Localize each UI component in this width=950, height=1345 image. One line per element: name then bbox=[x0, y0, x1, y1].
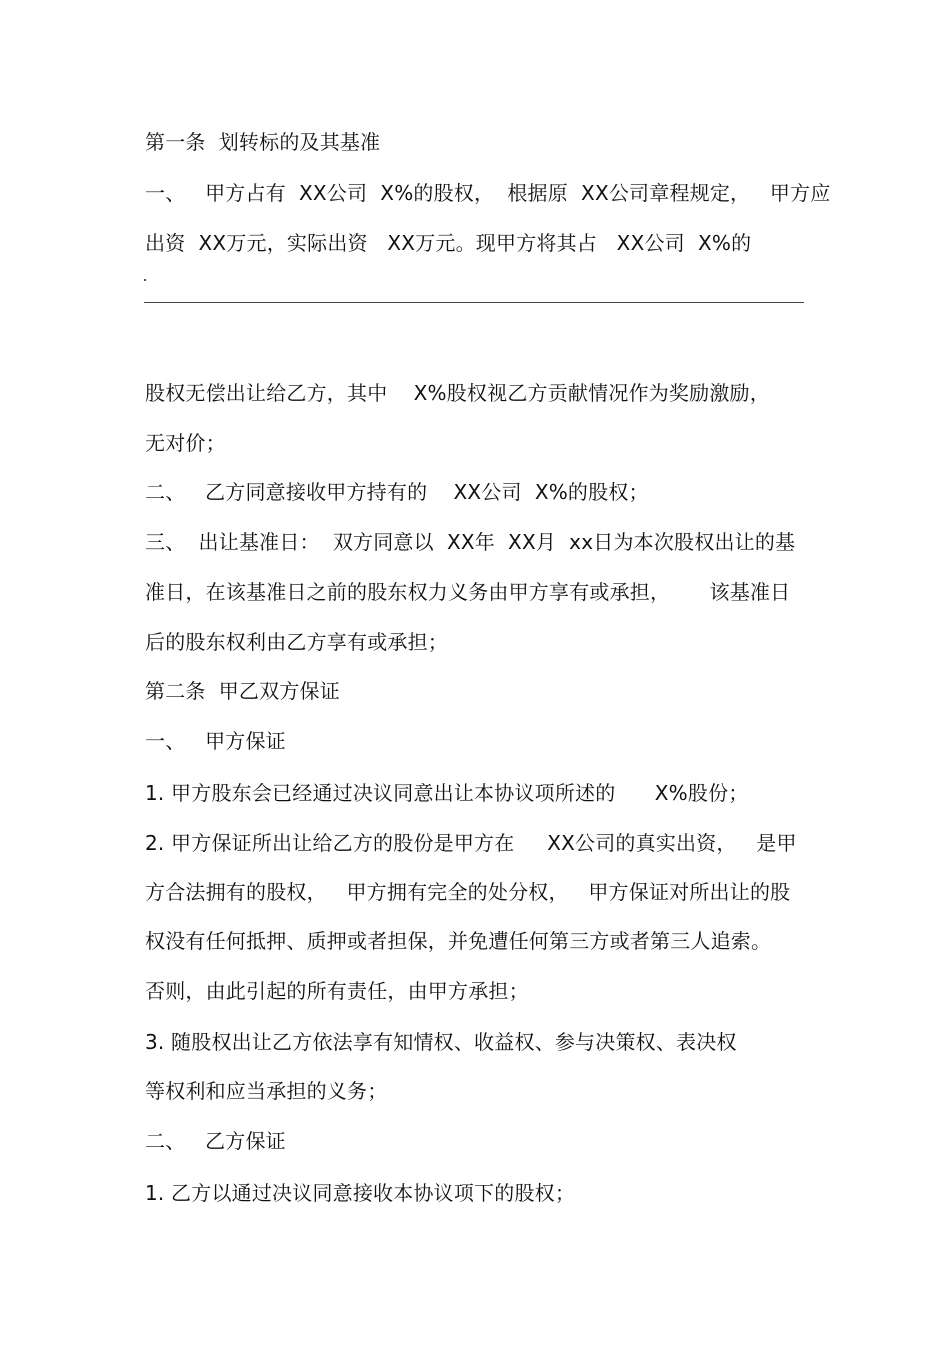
paragraph-line: 二、 乙方同意接收甲方持有的 XX公司 X%的股权； bbox=[145, 480, 649, 504]
paragraph-line: 否则，由此引起的所有责任，由甲方承担； bbox=[145, 979, 529, 1003]
section-heading: 二、 乙方保证 bbox=[145, 1129, 286, 1153]
page-divider bbox=[144, 302, 804, 303]
paragraph-line: 一、 甲方占有 XX公司 X%的股权， 根据原 XX公司章程规定， 甲方应 bbox=[145, 181, 831, 205]
paragraph-line: 1. 乙方以通过决议同意接收本协议项下的股权； bbox=[145, 1181, 576, 1205]
paragraph-line: 1. 甲方股东会已经通过决议同意出让本协议项所述的 X%股份； bbox=[145, 781, 749, 805]
article-2-heading: 第二条 甲乙双方保证 bbox=[145, 679, 340, 703]
paragraph-line: 权没有任何抵押、质押或者担保，并免遭任何第三方或者第三人追索。 bbox=[145, 929, 772, 953]
paragraph-line: 后的股东权利由乙方享有或承担； bbox=[145, 630, 448, 654]
paragraph-line: 股权无偿出让给乙方，其中 X%股权视乙方贡献情况作为奖励激励， bbox=[145, 381, 770, 405]
paragraph-line: 准日，在该基准日之前的股东权力义务由甲方享有或承担， 该基准日 bbox=[145, 580, 791, 604]
page-break-dot bbox=[144, 279, 146, 281]
paragraph-line: 出资 XX万元，实际出资 XX万元。现甲方将其占 XX公司 X%的 bbox=[145, 231, 752, 255]
paragraph-line: 3. 随股权出让乙方依法享有知情权、收益权、参与决策权、表决权 bbox=[145, 1030, 737, 1054]
paragraph-line: 2. 甲方保证所出让给乙方的股份是甲方在 XX公司的真实出资， 是甲 bbox=[145, 831, 797, 855]
article-1-heading: 第一条 划转标的及其基准 bbox=[145, 130, 381, 154]
paragraph-line: 方合法拥有的股权， 甲方拥有完全的处分权， 甲方保证对所出让的股 bbox=[145, 880, 791, 904]
paragraph-line: 三、 出让基准日： 双方同意以 XX年 XX月 xx日为本次股权出让的基 bbox=[145, 530, 796, 554]
paragraph-line: 无对价； bbox=[145, 431, 226, 455]
paragraph-line: 等权利和应当承担的义务； bbox=[145, 1079, 388, 1103]
section-heading: 一、 甲方保证 bbox=[145, 729, 286, 753]
